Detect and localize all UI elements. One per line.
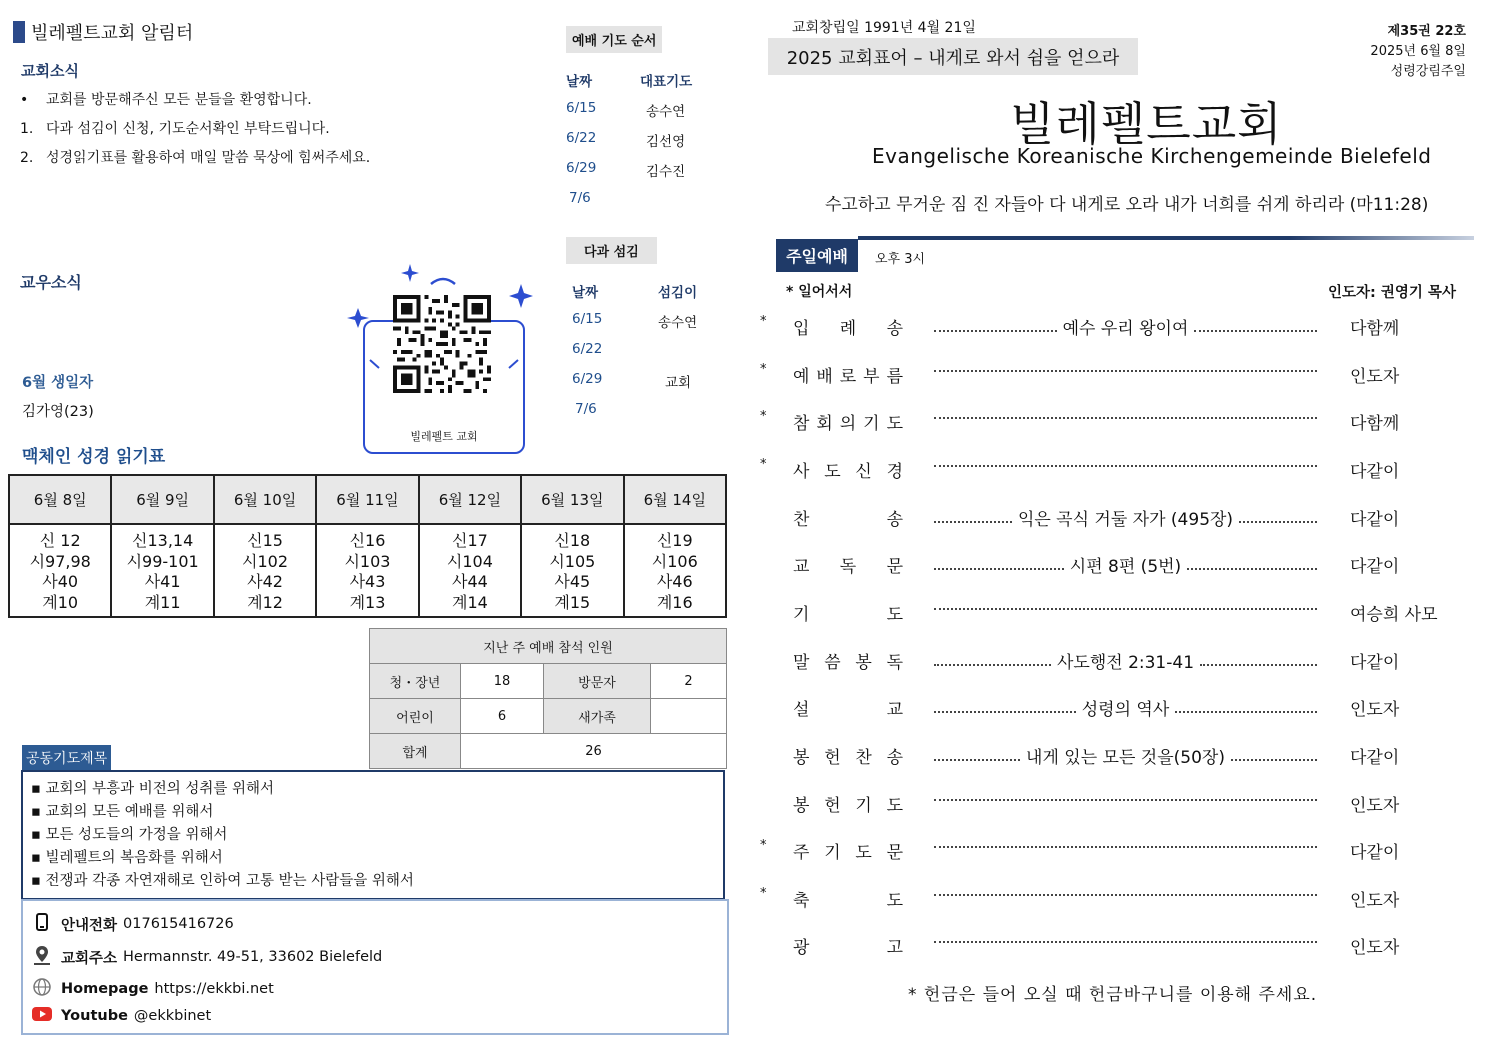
birthday-title: 6월 생일자 bbox=[22, 375, 94, 391]
table-row: 6/29 교회 bbox=[572, 371, 692, 391]
order-item-leader: 다같이 bbox=[1350, 843, 1400, 863]
bible-reading-table bbox=[8, 474, 727, 618]
contact-phone: 안내전화 017615416726 bbox=[31, 913, 234, 935]
order-item-leader: 인도자 bbox=[1350, 938, 1400, 958]
snack-col-date: 날짜 bbox=[572, 285, 599, 301]
standing-marker: * bbox=[760, 314, 767, 329]
order-item-name: 설 교 bbox=[793, 700, 903, 720]
order-item-leader: 다같이 bbox=[1350, 557, 1400, 577]
table-row: 7/6 bbox=[575, 401, 597, 417]
church-motto: 2025 교회표어 – 내게로 와서 쉼을 얻으라 bbox=[768, 38, 1138, 75]
bible-date: 6월 10일 bbox=[214, 475, 316, 524]
order-item-leader: 여승희 사모 bbox=[1350, 605, 1438, 625]
prayer-order-title: 예배 기도 순서 bbox=[566, 26, 662, 53]
bulletin-date: 2025년 6월 8일 bbox=[1370, 44, 1466, 59]
table-row: 6/22 김선영 bbox=[566, 130, 686, 150]
prayer-topics-tag: 공동기도제목 bbox=[22, 745, 111, 771]
news-title: 교회소식 bbox=[21, 62, 79, 80]
order-item-leader: 인도자 bbox=[1350, 891, 1400, 911]
order-item-content: 예수 우리 왕이여 bbox=[928, 314, 1323, 339]
order-item-leader: 다같이 bbox=[1350, 748, 1400, 768]
order-item-content: 시편 8편 (5번) bbox=[928, 552, 1323, 577]
order-item-name: 찬 송 bbox=[793, 510, 903, 530]
attendance-table bbox=[369, 628, 727, 769]
order-item-content bbox=[928, 886, 1323, 896]
standing-marker: * bbox=[760, 886, 767, 901]
contact-youtube[interactable]: Youtube @ekkbinet bbox=[31, 1007, 211, 1025]
news-item: 2. 성경읽기표를 활용하여 매일 말씀 묵상에 힘써주세요. bbox=[20, 150, 371, 166]
order-item-leader: 인도자 bbox=[1350, 367, 1400, 387]
contact-address: 교회주소 Hermannstr. 49-51, 33602 Bielefeld bbox=[31, 945, 382, 969]
youtube-link[interactable]: @ekkbinet bbox=[133, 1008, 212, 1024]
homepage-link[interactable]: https://ekkbi.net bbox=[154, 981, 274, 997]
order-item-content bbox=[928, 791, 1323, 801]
table-row: 7/6 bbox=[569, 190, 591, 206]
bible-title: 맥체인 성경 읽기표 bbox=[22, 447, 166, 467]
liturgical-day: 성령강림주일 bbox=[1390, 64, 1466, 79]
table-row: 6/15 송수연 bbox=[572, 311, 698, 331]
title-bar bbox=[13, 21, 25, 43]
order-item-name: 입 례 송 bbox=[793, 319, 903, 339]
order-item-content: 성령의 역사 bbox=[928, 695, 1323, 720]
bible-cell: 신19 시106 사46 계16 bbox=[624, 524, 726, 617]
standing-note: * 일어서서 bbox=[786, 284, 853, 300]
order-item-name: 봉 헌 기 도 bbox=[793, 796, 903, 816]
contact-box bbox=[21, 899, 729, 1035]
bible-cell: 신18 시105 사45 계15 bbox=[521, 524, 623, 617]
order-item-name: 사 도 신 경 bbox=[793, 462, 903, 482]
order-row bbox=[760, 648, 1460, 676]
qr-code[interactable] bbox=[393, 295, 491, 393]
service-leader: 인도자: 권영기 목사 bbox=[1328, 285, 1456, 301]
order-row bbox=[760, 933, 1460, 961]
order-item-content: 내게 있는 모든 것을(50장) bbox=[928, 743, 1323, 768]
order-row bbox=[760, 600, 1460, 628]
bible-cell: 신17 시104 사44 계14 bbox=[419, 524, 521, 617]
location-icon bbox=[31, 945, 53, 969]
standing-marker: * bbox=[760, 838, 767, 853]
service-tag: 주일예배 bbox=[776, 239, 858, 272]
order-item-leader: 인도자 bbox=[1350, 796, 1400, 816]
news-list bbox=[20, 86, 370, 173]
offering-note: * 헌금은 들어 오실 때 헌금바구니를 이용해 주세요. bbox=[908, 985, 1318, 1005]
members-title: 교우소식 bbox=[20, 273, 82, 292]
table-row: 합계 26 bbox=[370, 734, 727, 769]
snack-table bbox=[572, 281, 702, 431]
order-row bbox=[760, 886, 1460, 914]
bible-cell: 신 12 시97,98 사40 계10 bbox=[9, 524, 111, 617]
snack-col-person: 섬김이 bbox=[658, 285, 698, 301]
bible-cell: 신13,14 시99-101 사41 계11 bbox=[111, 524, 213, 617]
list-item: ▪ 교회의 부흥과 비전의 성취를 위해서 bbox=[31, 781, 274, 797]
order-row bbox=[760, 505, 1460, 533]
order-row bbox=[760, 409, 1460, 437]
table-row: 6/29 김수진 bbox=[566, 160, 686, 180]
volume: 제35권 22호 bbox=[1387, 24, 1466, 39]
table-row: 청・장년 18 방문자 2 bbox=[370, 664, 727, 699]
snack-title: 다과 섬김 bbox=[566, 237, 657, 264]
bible-date: 6월 11일 bbox=[316, 475, 418, 524]
news-item: • 교회를 방문해주신 모든 분들을 환영합니다. bbox=[20, 92, 312, 108]
order-row bbox=[760, 838, 1460, 866]
order-item-leader: 다같이 bbox=[1350, 510, 1400, 530]
order-item-content bbox=[928, 933, 1323, 943]
order-item-name: 참 회 의 기 도 bbox=[793, 414, 903, 434]
bible-verse: 수고하고 무거운 짐 진 자들아 다 내게로 오라 내가 너희를 쉬게 하리라 (마11:28) bbox=[825, 195, 1429, 215]
table-row: 6/22 bbox=[572, 341, 603, 357]
church-name-german: Evangelische Koreanische Kirchengemeinde Bielefeld bbox=[872, 144, 1432, 168]
order-row bbox=[760, 695, 1460, 723]
order-item-content bbox=[928, 838, 1323, 848]
order-item-leader: 다함께 bbox=[1350, 414, 1400, 434]
order-item-content bbox=[928, 409, 1323, 419]
bible-cell: 신16 시103 사43 계13 bbox=[316, 524, 418, 617]
prayer-topics-box bbox=[21, 770, 725, 900]
notice-title-text: 빌레펠트교회 알림터 bbox=[31, 23, 194, 44]
order-item-leader: 인도자 bbox=[1350, 700, 1400, 720]
list-item: ▪ 교회의 모든 예배를 위해서 bbox=[31, 804, 214, 820]
attendance-title: 지난 주 예배 참석 인원 bbox=[370, 629, 727, 664]
order-item-name: 광 고 bbox=[793, 938, 903, 958]
service-time: 오후 3시 bbox=[875, 252, 926, 267]
table-row: 어린이 6 새가족 bbox=[370, 699, 727, 734]
bible-date: 6월 14일 bbox=[624, 475, 726, 524]
phone-icon bbox=[31, 913, 53, 935]
order-item-leader: 다같이 bbox=[1350, 462, 1400, 482]
order-item-content bbox=[928, 600, 1323, 610]
order-item-content bbox=[928, 362, 1323, 372]
order-row bbox=[760, 457, 1460, 485]
bible-reading-row bbox=[9, 524, 726, 617]
list-item: ▪ 모든 성도들의 가정을 위해서 bbox=[31, 827, 228, 843]
news-item: 1. 다과 섬김이 신청, 기도순서확인 부탁드립니다. bbox=[20, 121, 330, 137]
order-item-leader: 다같이 bbox=[1350, 653, 1400, 673]
order-row bbox=[760, 552, 1460, 580]
order-item-name: 주 기 도 문 bbox=[793, 843, 903, 863]
order-item-name: 봉 헌 찬 송 bbox=[793, 748, 903, 768]
prayer-order-col-date: 날짜 bbox=[566, 74, 593, 90]
bible-date: 6월 9일 bbox=[111, 475, 213, 524]
order-item-content: 사도행전 2:31-41 bbox=[928, 648, 1323, 673]
bible-date: 6월 12일 bbox=[419, 475, 521, 524]
list-item: ▪ 전쟁과 각종 자연재해로 인하여 고통 받는 사람들을 위해서 bbox=[31, 873, 414, 889]
notice-title bbox=[13, 20, 193, 44]
bible-cell: 신15 시102 사42 계12 bbox=[214, 524, 316, 617]
table-row: 6/15 송수연 bbox=[566, 100, 686, 120]
standing-marker: * bbox=[760, 457, 767, 472]
order-item-leader: 다함께 bbox=[1350, 319, 1400, 339]
bible-date: 6월 8일 bbox=[9, 475, 111, 524]
order-item-content: 익은 곡식 거둘 자가 (495장) bbox=[928, 505, 1323, 530]
bible-header-row bbox=[9, 475, 726, 524]
birthday-names: 김가영(23) bbox=[22, 404, 94, 420]
order-row bbox=[760, 743, 1460, 771]
order-item-content bbox=[928, 457, 1323, 467]
bible-date: 6월 13일 bbox=[521, 475, 623, 524]
order-item-name: 축 도 bbox=[793, 891, 903, 911]
church-name: 빌레펠트교회 bbox=[1010, 97, 1283, 151]
issue-info bbox=[1370, 22, 1466, 82]
order-item-name: 기 도 bbox=[793, 605, 903, 625]
order-item-name: 예 배 로 부 름 bbox=[793, 367, 903, 387]
order-item-name: 말 씀 봉 독 bbox=[793, 653, 903, 673]
founded-date: 교회창립일 1991년 4월 21일 bbox=[792, 20, 976, 36]
list-item: ▪ 빌레펠트의 복음화를 위해서 bbox=[31, 850, 223, 866]
section-divider bbox=[858, 236, 1474, 240]
youtube-icon bbox=[31, 1007, 53, 1025]
standing-marker: * bbox=[760, 409, 767, 424]
order-row bbox=[760, 314, 1460, 342]
prayer-order-table bbox=[566, 70, 696, 220]
order-row bbox=[760, 791, 1460, 819]
globe-icon bbox=[31, 977, 53, 1001]
contact-homepage[interactable]: Homepage https://ekkbi.net bbox=[31, 977, 274, 1001]
qr-label: 빌레펠트 교회 bbox=[410, 430, 478, 443]
order-item-name: 교 독 문 bbox=[793, 557, 903, 577]
prayer-order-col-person: 대표기도 bbox=[640, 74, 693, 90]
standing-marker: * bbox=[760, 362, 767, 377]
order-row bbox=[760, 362, 1460, 390]
